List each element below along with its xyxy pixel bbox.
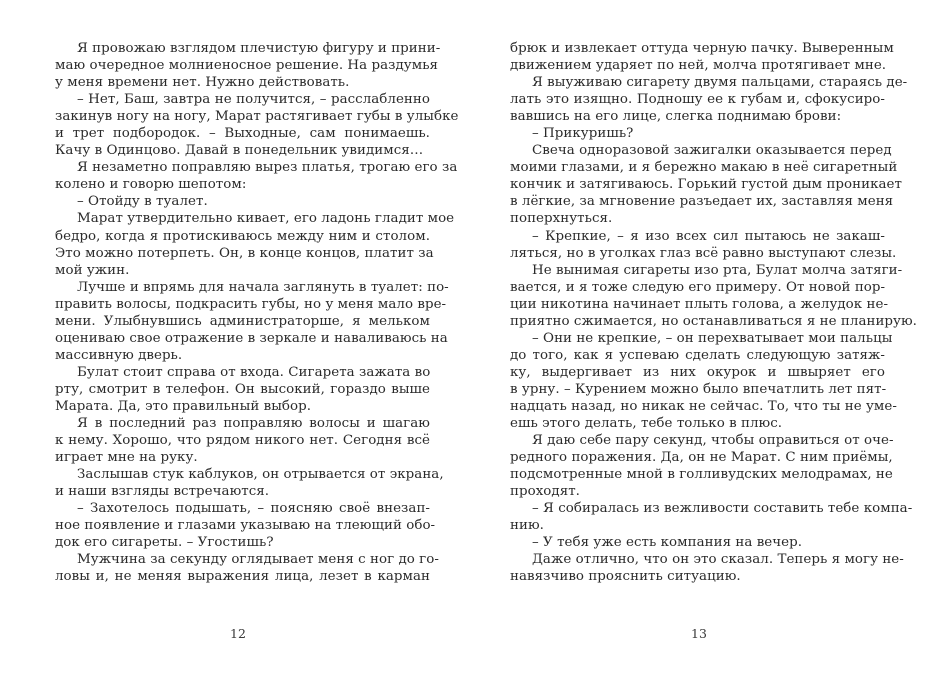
text-line: Я даю себе пару секунд, чтобы оправиться от оче- [532, 433, 894, 449]
text-line: приятно сжимается, но останавливаться я не планирую. [510, 313, 917, 329]
text-line: Даже отлично, что он это сказал. Теперь я могу не- [532, 552, 904, 568]
text-line: ции никотина начинает плыть голова, а желудок не- [510, 296, 889, 312]
text-line: Марат утвердительно кивает, его ладонь гладит мое [77, 211, 455, 227]
text-line: до того, как я успеваю сделать следующую затяж- [510, 347, 885, 363]
text-line: Заслышав стук каблуков, он отрывается от экрана, [77, 467, 444, 483]
text-line: рту, смотрит в телефон. Он высокий, гораздо выше [55, 381, 430, 397]
text-line: проходят. [510, 484, 580, 500]
text-line: док его сигареты. – Угостишь? [55, 535, 274, 551]
text-line: – Нет, Баш, завтра не получится, – расслабленно [77, 92, 430, 108]
text-line: ку, выдергивает из них окурок и швыряет его [510, 364, 885, 380]
text-line: массивную дверь. [55, 347, 183, 363]
text-line: Я выуживаю сигарету двумя пальцами, стараясь де- [532, 75, 908, 91]
text-line: Мужчина за секунду оглядывает меня с ног до го- [77, 552, 439, 568]
text-line: ешь этого делать, тебе только в плюс. [510, 416, 783, 432]
text-line: ловы и, не меняя выражения лица, лезет в карман [55, 569, 430, 585]
text-line: вается, и я тоже следую его примеру. От новой пор- [510, 279, 886, 295]
text-line: Я незаметно поправляю вырез платья, трогаю его за [77, 160, 458, 176]
text-line: править волосы, подкрасить губы, но у меня мало вре- [55, 296, 447, 312]
text-line: Не вынимая сигареты изо рта, Булат молча затяги- [532, 262, 903, 278]
text-line: – Прикуришь? [532, 126, 634, 142]
text-line: ляться, но в уголках глаз всё равно выступают слезы. [510, 245, 897, 261]
text-line: движением ударяет по ней, молча протягивает мне. [510, 58, 887, 74]
text-line: колено и говорю шепотом: [55, 177, 247, 193]
text-line: нию. [510, 518, 544, 534]
text-line: маю очередное молниеносное решение. На раздумья [55, 58, 439, 74]
text-line: и трет подбородок. – Выходные, сам понимаешь. [55, 126, 430, 142]
text-line: надцать назад, но никак не сейчас. То, что ты не уме- [510, 398, 897, 414]
text-line: мени. Улыбнувшись администраторше, я мельком [55, 313, 430, 329]
text-line: у меня времени нет. Нужно действовать. [55, 75, 350, 91]
text-line: поперхнуться. [510, 211, 613, 227]
text-line: – У тебя уже есть компания на вечер. [532, 535, 803, 551]
text-line: Лучше и впрямь для начала заглянуть в туалет: по- [77, 279, 449, 295]
text-line: в урну. – Курением можно было впечатлить лет пят- [510, 381, 887, 397]
text-line: ное появление и глазами указываю на тлеющий обо- [55, 518, 436, 534]
text-line: Марата. Да, это правильный выбор. [55, 398, 312, 414]
text-line: играет мне на руку. [55, 450, 198, 466]
text-line: лать это изящно. Подношу ее к губам и, сфокусиро- [510, 92, 885, 108]
text-line: Я в последний раз поправляю волосы и шагаю [77, 416, 430, 432]
text-line: к нему. Хорошо, что рядом никого нет. Сегодня всё [55, 433, 430, 449]
text-line: оцениваю свое отражение в зеркале и наваливаюсь на [55, 330, 448, 346]
text-line: и наши взгляды встречаются. [55, 484, 270, 500]
text-line: – Они не крепкие, – он перехватывает мои пальцы [532, 330, 893, 346]
text-line: вавшись на его лице, слегка поднимаю брови: [510, 109, 842, 125]
text-line: закинув ногу на ногу, Марат растягивает губы в улыбке [55, 109, 459, 125]
text-line: бедро, когда я протискиваюсь между ним и столом. [55, 228, 430, 244]
text-line: в лёгкие, за мгновение разъедает их, заставляя меня [510, 194, 894, 210]
text-line: Булат стоит справа от входа. Сигарета зажата во [77, 364, 431, 380]
text-line: мой ужин. [55, 262, 130, 278]
text-line: – Я собиралась из вежливости составить тебе компа- [532, 501, 913, 517]
text-line: Качу в Одинцово. Давай в понедельник увидимся… [55, 143, 424, 159]
text-line: – Отойду в туалет. [77, 194, 208, 210]
text-line: редного поражения. Да, он не Марат. С ним приёмы, [510, 450, 893, 466]
text-line: Я провожаю взглядом плечистую фигуру и прини- [77, 41, 441, 56]
text-line: – Крепкие, – я изо всех сил пытаюсь не закаш- [532, 228, 885, 244]
text-line: брюк и извлекает оттуда черную пачку. Выверенным [510, 41, 894, 56]
right-page-number: 13 [691, 626, 707, 641]
text-line: моими глазами, и я бережно макаю в неё сигаретный [510, 160, 898, 176]
text-line: – Захотелось подышать, – поясняю своё внезап- [77, 501, 430, 517]
text-line: Это можно потерпеть. Он, в конце концов, платит за [55, 245, 434, 261]
left-page-number: 12 [230, 626, 246, 641]
text-line: подсмотренные мной в голливудских мелодрамах, не [510, 467, 893, 483]
left-page-text [55, 40, 459, 586]
text-line: Свеча одноразовой зажигалки оказывается перед [532, 143, 892, 159]
text-line: кончик и затягиваюсь. Горький густой дым проникает [510, 177, 902, 193]
text-line: навязчиво прояснить ситуацию. [510, 569, 741, 585]
right-page-text [510, 40, 917, 586]
